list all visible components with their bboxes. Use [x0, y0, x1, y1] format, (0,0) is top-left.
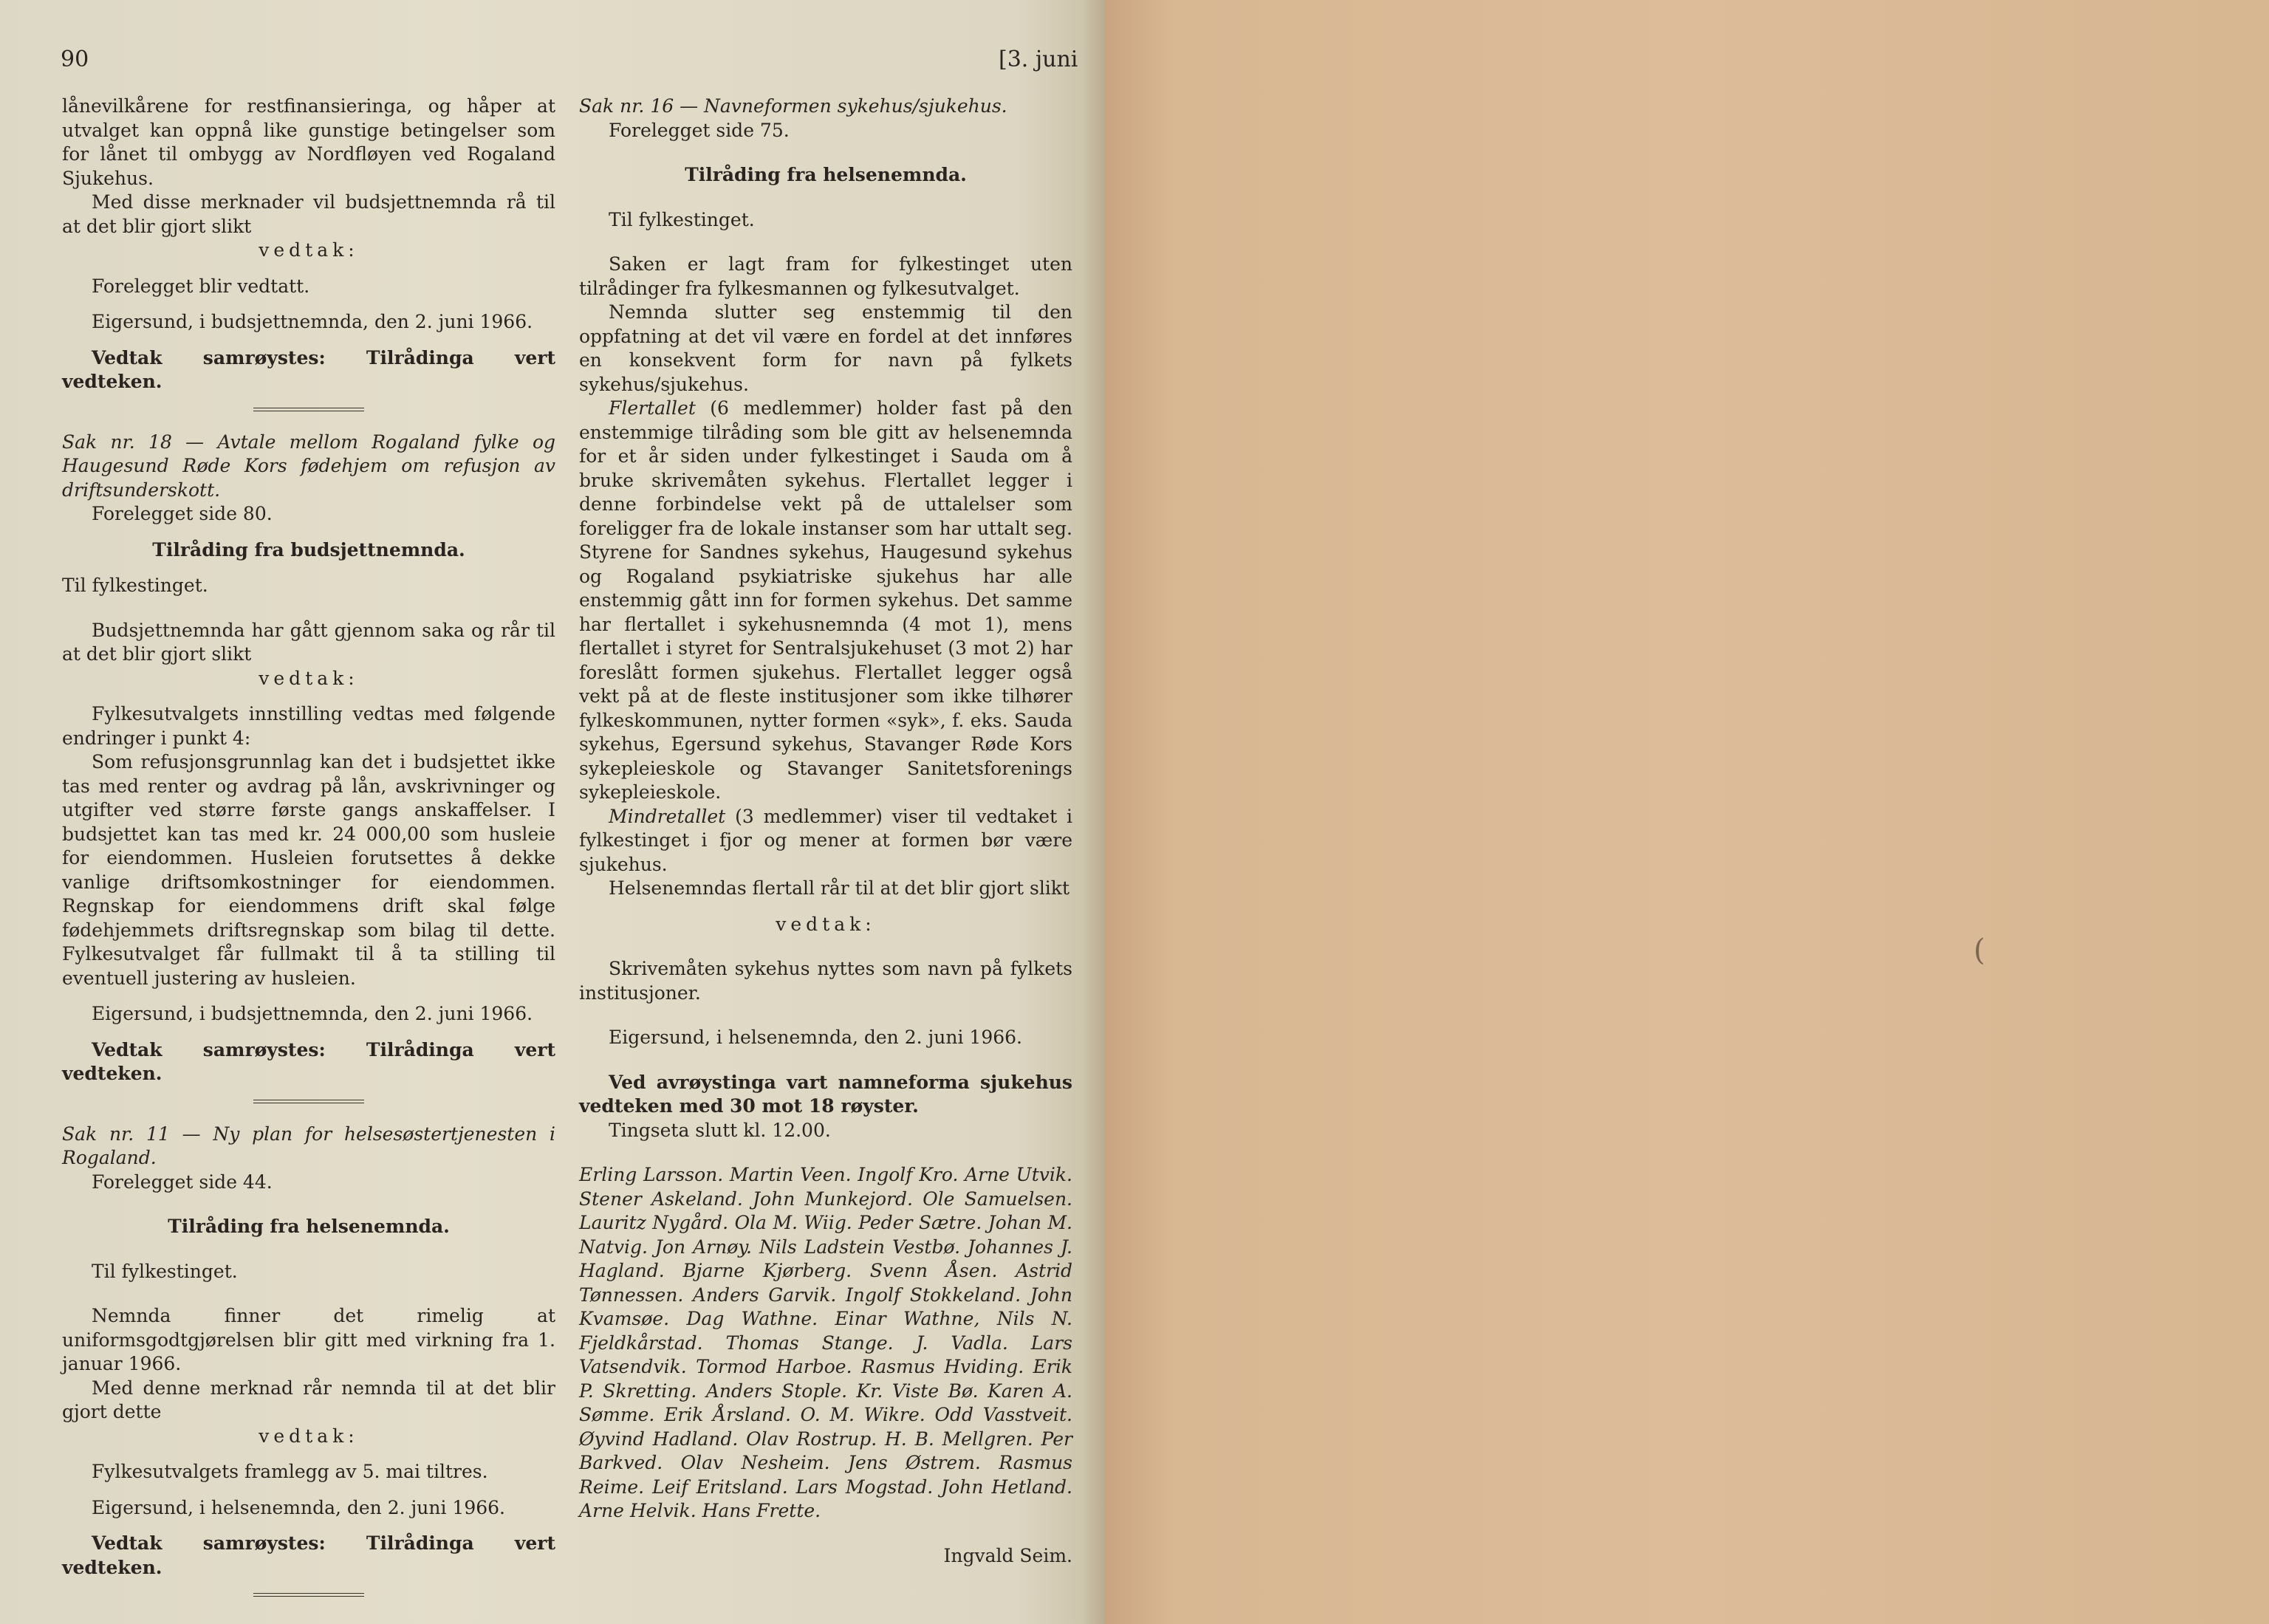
- case-number: Sak nr. 16 —: [579, 95, 705, 117]
- majority-text: (6 medlemmer) holder fast på den enstemmige tilråding som ble gitt av helsenemnda for et år siden under fylkestinget i Sauda om å bruke skrivemåten sykehus. Flertallet legger i denne forbindelse vekt på de uttalelser som foreligger fra de lokale instanser som har uttalt seg. Styrene for Sandnes sykehus, Haugesund sykehus og Rogaland psykiatriske sjukehus har alle enstemmig gått inn for formen sykehus. Det samme har flertallet i sykehusnemnda (4 mot 1), mens flertallet i styret for Sentralsjukehuset (3 mot 2) har foreslått formen sjukehus. Flertallet legger også vekt på at de fleste institusjoner som ikke tilhører fylkeskommunen, nytter formen «syk», f. eks. Sauda sykehus, Egersund sykehus, Stavanger Røde Kors sykepleieskole og Stavanger Sanitetsforenings sykepleieskole.: [579, 397, 1072, 803]
- right-column: [579, 95, 1072, 1568]
- date-line: Eigersund, i budsjettnemnda, den 2. juni 1966.: [92, 1003, 533, 1024]
- closing-time: Tingseta slutt kl. 12.00.: [609, 1119, 831, 1141]
- paragraph: Fylkesutvalgets framlegg av 5. mai tiltres.: [92, 1461, 488, 1482]
- case-reference: Forelegget side 44.: [92, 1171, 273, 1193]
- vote-result: Ved avrøystinga vart namneforma sjukehus vedteken med 30 mot 18 røyster.: [579, 1071, 1072, 1117]
- case-subject: Ny plan for helsesøstertjenesten i Rogaland.: [62, 1123, 555, 1168]
- vedtak-label: vedtak:: [259, 667, 359, 689]
- right-page-blank: [1104, 0, 2269, 1624]
- section-heading: Tilråding fra helsenemnda.: [168, 1216, 450, 1237]
- paragraph: Fylkesutvalgets innstilling vedtas med følgende endringer i punkt 4:: [62, 703, 555, 749]
- case-number: Sak nr. 11 —: [62, 1123, 213, 1145]
- paragraph: Saken er lagt fram for fylkestinget uten tilrådinger fra fylkesmannen og fylkesutvalget.: [579, 253, 1072, 299]
- minority-label: Mindretallet: [609, 805, 726, 827]
- case-subject: Avtale mellom Rogaland fylke og Haugesund Røde Kors fødehjem om refusjon av driftsunderskott.: [62, 431, 555, 501]
- vedtak-label: vedtak:: [259, 239, 359, 261]
- vedtak-label: vedtak:: [259, 1425, 359, 1447]
- vedtak-label: vedtak:: [776, 913, 876, 935]
- paragraph: [579, 805, 1072, 877]
- section-heading: Tilråding fra budsjettnemnda.: [152, 538, 465, 561]
- paragraph: lånevilkårene for restfinansieringa, og håper at utvalget kan oppnå like gunstige betingelser som for lånet til ombygg av Nordfløyen ved Rogaland Sjukehus.: [62, 95, 555, 189]
- vote-result: Vedtak samrøystes: Tilrådinga vert vedteken.: [62, 1038, 555, 1084]
- paragraph: Nemnda finner det rimelig at uniformsgodtgjørelsen blir gitt med virkning fra 1. januar 1966.: [62, 1305, 555, 1374]
- case-subject: Navneformen sykehus/sjukehus.: [704, 95, 1007, 117]
- vote-result: Vedtak samrøystes: Tilrådinga vert vedteken.: [62, 346, 555, 392]
- signer: Ingvald Seim.: [943, 1544, 1072, 1566]
- date-line: Eigersund, i helsenemnda, den 2. juni 1966.: [92, 1496, 505, 1518]
- pencil-mark: (: [1974, 933, 1985, 967]
- section-heading: Tilråding fra helsenemnda.: [685, 164, 967, 185]
- case-title: [62, 431, 555, 503]
- addressee: Til fylkestinget.: [609, 208, 755, 230]
- divider-rule: [253, 408, 364, 411]
- page-number: 90: [61, 47, 89, 72]
- paragraph: Som refusjonsgrunnlag kan det i budsjettet ikke tas med renter og avdrag på lån, avskrivninger og utgifter ved større første gangs anskaffelser. I budsjettet kan tas med kr. 24 000,00 som husleie for eiendommen. Husleien forutsettes å dekke vanlige driftsomkostninger for eiendommen. Regnskap for eiendommens drift skal følge fødehjemmets driftsregnskap som bilag til dette. Fylkesutvalget får fullmakt til å ta stilling til eventuell justering av husleien.: [62, 751, 555, 989]
- case-reference: Forelegget side 80.: [92, 503, 273, 524]
- majority-label: Flertallet: [609, 397, 696, 419]
- paragraph: [579, 397, 1072, 805]
- minority-text: (3 medlemmer) viser til vedtaket i fylkestinget i fjor og mener at formen bør være sjukehus.: [579, 805, 1072, 875]
- case-title: [62, 1123, 555, 1171]
- left-column: [62, 95, 555, 1614]
- running-head: [3. juni: [999, 47, 1078, 72]
- date-line: Eigersund, i helsenemnda, den 2. juni 1966.: [609, 1027, 1022, 1048]
- date-line: Eigersund, i budsjettnemnda, den 2. juni 1966.: [92, 311, 533, 332]
- addressee: Til fylkestinget.: [62, 575, 208, 596]
- paragraph: Nemnda slutter seg enstemmig til den oppfatning at det vil være en fordel at det innføres en konsekvent form for navn på fylkets sykehus/sjukehus.: [579, 301, 1072, 395]
- paragraph: Helsenemndas flertall rår til at det blir gjort slikt: [609, 877, 1070, 899]
- case-title: [579, 95, 1072, 119]
- paragraph: Med denne merknad rår nemnda til at det blir gjort dette: [62, 1377, 555, 1422]
- paragraph: Budsjettnemnda har gått gjennom saka og rår til at det blir gjort slikt: [62, 619, 555, 665]
- addressee: Til fylkestinget.: [92, 1260, 238, 1282]
- paragraph: Med disse merknader vil budsjettnemnda rå til at det blir gjort slikt: [62, 191, 555, 237]
- paragraph: Skrivemåten sykehus nyttes som navn på fylkets institusjoner.: [579, 958, 1072, 1004]
- signature-list: Erling Larsson. Martin Veen. Ingolf Kro. Arne Utvik. Stener Askeland. John Munkejord. Ole Samuelsen. Lauritz Nygård. Ola M. Wiig. Peder Sætre. Johan M. Natvig. Jon Arnøy. Nils Ladstein Vestbø. Johannes J. Hagland. Bjarne Kjørberg. Svenn Åsen. Astrid Tønnessen. Anders Garvik. Ingolf Stokkeland. John Kvamsøe. Dag Wathne. Einar Wathne, Nils N. Fjeldkårstad. Thomas Stange. J. Vadla. Lars Vatsendvik. Tormod Harboe. Rasmus Hviding. Erik P. Skretting. Anders Stople. Kr. Viste Bø. Karen A. Sømme. Erik Årsland. O. M. Wikre. Odd Vasstveit. Øyvind Hadland. Olav Rostrup. H. B. Mellgren. Per Barkved. Olav Nesheim. Jens Østrem. Rasmus Reime. Leif Eritsland. Lars Mogstad. John Hetland. Arne Helvik. Hans Frette.: [579, 1164, 1072, 1521]
- divider-rule: [253, 1593, 364, 1597]
- case-number: Sak nr. 18 —: [62, 431, 218, 453]
- paragraph: Forelegget blir vedtatt.: [92, 275, 310, 297]
- case-reference: Forelegget side 75.: [609, 119, 790, 141]
- vote-result: Vedtak samrøystes: Tilrådinga vert vedteken.: [62, 1532, 555, 1578]
- divider-rule: [253, 1100, 364, 1103]
